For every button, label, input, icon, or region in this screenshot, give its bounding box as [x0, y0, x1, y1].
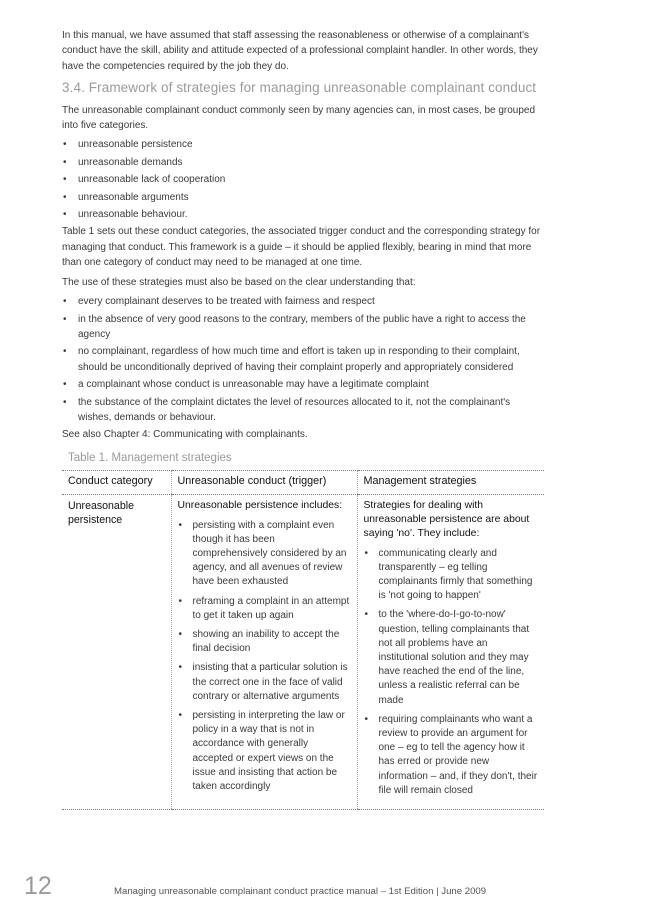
table-header-row	[62, 471, 544, 494]
list-item: • requiring complainants who want a review to provide an argument for one – eg to tell the agency how it has erred or provide new information – and, if they don't, their file will remain closed	[364, 713, 539, 798]
page-content	[62, 28, 544, 810]
understanding-intro: The use of these strategies must also be based on the clear understanding that:	[62, 276, 416, 288]
table-paragraph: Table 1 sets out these conduct categories, the associated trigger conduct and the corresponding strategy for managing that conduct. This framework is a guide – it should be applied flexibly, bearing in mind that more than one category of conduct may need to be managed at one time.	[62, 226, 541, 269]
list-item: • persisting with a complaint even though it has been comprehensively considered by an agency, and all avenues of review have been exhausted	[178, 519, 351, 590]
list-item: • a complainant whose conduct is unreasonable may have a legitimate complaint	[62, 377, 544, 392]
section-heading: 3.4. Framework of strategies for managing unreasonable complainant conduct	[62, 80, 537, 96]
category-label: Unreasonable persistence	[68, 499, 134, 526]
list-item: • in the absence of very good reasons to the contrary, members of the public have a right to access the agency	[62, 312, 544, 343]
list-item: • unreasonable arguments	[62, 190, 544, 205]
list-item: • showing an inability to accept the final decision	[178, 628, 351, 656]
table-row	[62, 494, 544, 809]
list-item: • unreasonable behaviour.	[62, 207, 544, 222]
strategy-list	[364, 547, 539, 798]
list-item: • the substance of the complaint dictates the level of resources allocated to it, not the complainant's wishes, demands or behaviour.	[62, 395, 544, 426]
column-header: Unreasonable conduct (trigger)	[171, 471, 357, 494]
column-header: Conduct category	[62, 471, 171, 494]
list-item: • to the 'where-do-I-go-to-now' question, telling complainants that not all problems have an institutional solution and they may have reached the end of the line, unless a realistic referral can be made	[364, 608, 539, 707]
list-item: • every complainant deserves to be treated with fairness and respect	[62, 294, 544, 309]
list-item: • insisting that a particular solution is the correct one in the face of valid contrary or alternative arguments	[178, 661, 351, 704]
page-number: 12	[24, 872, 52, 900]
trigger-cell	[171, 494, 357, 809]
list-item: • unreasonable lack of cooperation	[62, 172, 544, 187]
intro-paragraph: In this manual, we have assumed that staff assessing the reasonableness or otherwise of a complainant's conduct have the skill, ability and attitude expected of a professional complaint handler. In other words, they have the competencies required by the job they do.	[62, 30, 538, 72]
list-item: • reframing a complaint in an attempt to get it taken up again	[178, 595, 351, 623]
list-item: • communicating clearly and transparently – eg telling complainants firmly that something is 'not going to happen'	[364, 547, 539, 604]
understanding-list	[62, 294, 544, 425]
column-header: Management strategies	[357, 471, 544, 494]
category-cell	[62, 494, 171, 809]
list-item: • unreasonable demands	[62, 155, 544, 170]
categories-intro: The unreasonable complainant conduct commonly seen by many agencies can, in most cases, be grouped into five categories.	[62, 104, 536, 132]
strategy-cell	[357, 494, 544, 809]
trigger-list	[178, 519, 351, 795]
footer-text: Managing unreasonable complainant conduct practice manual – 1st Edition | June 2009	[114, 886, 487, 897]
list-item: • persisting in interpreting the law or policy in a way that is not in accordance with generally accepted or expert views on the issue and insisting that action be taken accordingly	[178, 709, 351, 794]
trigger-intro: Unreasonable persistence includes:	[177, 499, 343, 511]
see-also: See also Chapter 4: Communicating with complainants.	[62, 429, 308, 441]
table-title: Table 1. Management strategies	[68, 451, 232, 464]
strategy-intro: Strategies for dealing with unreasonable persistence are about saying 'no'. They include:	[363, 499, 530, 539]
categories-list	[62, 137, 544, 222]
list-item: • no complainant, regardless of how much time and effort is taken up in responding to their complaint, should be unconditionally deprived of having their complaint properly and appropriately considered	[62, 344, 544, 375]
management-strategies-table	[62, 470, 544, 810]
list-item: • unreasonable persistence	[62, 137, 544, 152]
